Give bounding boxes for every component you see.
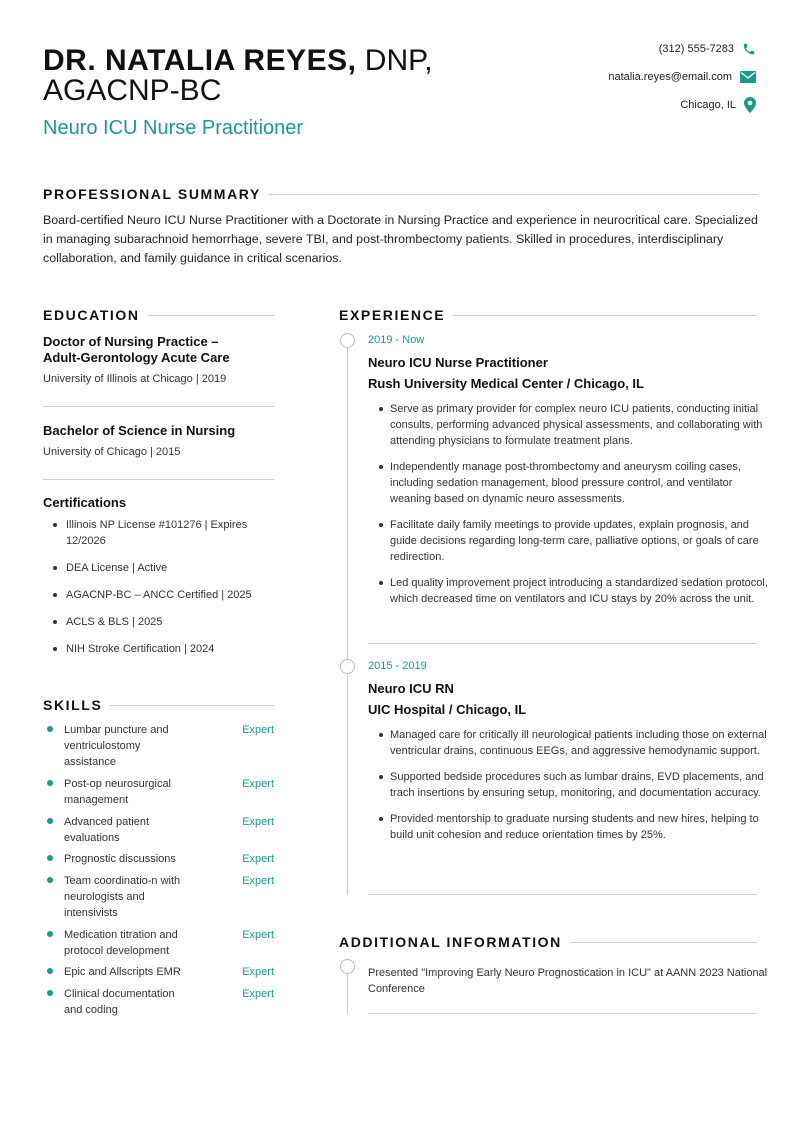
education-item — [43, 334, 274, 385]
skill-bullet — [47, 726, 53, 732]
skill-level: Expert — [242, 988, 274, 1000]
job-dates: 2019 - Now — [368, 334, 425, 346]
certifications-list — [43, 517, 263, 668]
phone-icon — [742, 42, 756, 56]
education-degree: Doctor of Nursing Practice – — [43, 334, 219, 349]
education-divider — [43, 479, 274, 480]
job-bullet: Led quality improvement project introducing a standardized sedation protocol, which decreased time on ventilators and ICU stays by 20% across the unit. — [368, 575, 768, 607]
job-bullet: Independently manage post-thrombectomy and aneurysm coiling cases, including sedation management, blood pressure control, and ventilator weaning based on dynamic neuro assessments. — [368, 459, 768, 507]
experience-heading-label: EXPERIENCE — [339, 307, 446, 323]
certification-item: AGACNP-BC – ANCC Certified | 2025 — [43, 587, 263, 603]
education-school: University of Illinois at Chicago | 2019 — [43, 373, 227, 385]
skill-bullet — [47, 990, 53, 996]
additional-heading — [339, 934, 757, 950]
skill-bullet — [47, 931, 53, 937]
skill-row — [43, 814, 274, 846]
email-text: natalia.reyes@email.com — [608, 71, 732, 83]
candidate-name — [43, 44, 433, 78]
skill-name: Medication titration and protocol development — [64, 929, 178, 957]
job-bullet: Managed care for critically ill neurological patients including those on external ventricular drains, continuous EEGs, and aggressive hemodynamic support. — [368, 727, 768, 759]
timeline-marker — [340, 959, 355, 974]
timeline-line — [347, 340, 348, 895]
skill-row — [43, 964, 274, 980]
job-title: Neuro ICU Nurse Practitioner — [43, 117, 304, 139]
skill-bullet — [47, 855, 53, 861]
additional-info-text: Presented "Improving Early Neuro Prognostication in ICU" at AANN 2023 National Conference — [368, 967, 768, 995]
summary-heading-label: PROFESSIONAL SUMMARY — [43, 186, 261, 202]
skills-heading — [43, 697, 274, 713]
skill-name: Lumbar puncture and ventriculostomy assistance — [64, 724, 169, 768]
job-bullet: Provided mentorship to graduate nursing students and new hires, helping to build unit cohesion and reduce orientation times by 25%. — [368, 811, 768, 843]
skills-heading-label: SKILLS — [43, 697, 103, 713]
job-divider — [368, 643, 757, 644]
job-dates: 2015 - 2019 — [368, 660, 427, 672]
phone-text: (312) 555-7283 — [658, 43, 734, 55]
timeline-marker — [340, 659, 355, 674]
skill-row — [43, 722, 274, 770]
certifications-title: Certifications — [43, 495, 127, 510]
education-item — [43, 423, 274, 458]
additional-heading-label: ADDITIONAL INFORMATION — [339, 934, 562, 950]
skills-heading-rule — [110, 705, 274, 706]
skill-bullet — [47, 780, 53, 786]
education-heading — [43, 307, 274, 323]
additional-heading-rule — [570, 942, 757, 943]
timeline-marker — [340, 333, 355, 348]
skill-level: Expert — [242, 816, 274, 828]
skill-row — [43, 851, 274, 867]
job-bullet: Facilitate daily family meetings to provide updates, explain prognosis, and guide decisions regarding long-term care, palliative options, or goals of care redirection. — [368, 517, 768, 565]
job-role: Neuro ICU RN — [368, 681, 454, 696]
job-organization: UIC Hospital / Chicago, IL — [368, 702, 527, 717]
job-bullet: Serve as primary provider for complex neuro ICU patients, conducting initial consults, performing advanced physical assessments, and collaborating with attending physicians to formulate treatment plans. — [368, 401, 768, 449]
name-text: DR. NATALIA REYES, — [43, 44, 357, 77]
envelope-icon — [740, 71, 756, 83]
skill-level: Expert — [242, 724, 274, 736]
degree-text: DNP, — [364, 44, 433, 77]
skill-row — [43, 776, 274, 808]
education-divider — [43, 406, 274, 407]
skill-name: Team coordinatio-n with neurologists and intensivists — [64, 875, 181, 919]
skill-level: Expert — [242, 853, 274, 865]
education-degree: Bachelor of Science in Nursing — [43, 423, 236, 438]
skill-name: Prognostic discussions — [64, 853, 176, 865]
skill-level: Expert — [242, 929, 274, 941]
experience-heading-rule — [453, 315, 757, 316]
skill-bullet — [47, 968, 53, 974]
experience-heading — [339, 307, 757, 323]
skill-level: Expert — [242, 966, 274, 978]
skill-level: Expert — [242, 778, 274, 790]
summary-heading-rule — [269, 194, 758, 195]
skill-row — [43, 873, 274, 921]
job-divider — [368, 894, 757, 895]
education-heading-label: EDUCATION — [43, 307, 140, 323]
contact-phone — [456, 40, 756, 58]
summary-heading — [43, 186, 758, 202]
contact-block — [456, 40, 756, 124]
skill-bullet — [47, 877, 53, 883]
skill-name: Epic and Allscripts EMR — [64, 966, 181, 978]
summary-text: Board-certified Neuro ICU Nurse Practitioner with a Doctorate in Nursing Practice and experience in neurocritical care. Specialized in managing subarachnoid hemorrhage, severe TBI, and post-thrombectomy patients. Skilled in procedures, interdisciplinary collaboration, and family guidance in critical scenarios. — [43, 213, 758, 265]
contact-email — [456, 68, 756, 86]
contact-location — [456, 96, 756, 114]
skill-level: Expert — [242, 875, 274, 887]
certification-item: Illinois NP License #101276 | Expires 12/2026 — [43, 517, 263, 549]
additional-divider — [368, 1013, 757, 1014]
skill-bullet — [47, 818, 53, 824]
certification-item: ACLS & BLS | 2025 — [43, 614, 263, 630]
skill-name: Post-op neurosurgical management — [64, 778, 172, 806]
job-bullets — [368, 727, 768, 853]
skill-row — [43, 927, 274, 959]
education-degree-line2: Adult-Gerontology Acute Care — [43, 350, 230, 365]
skill-name: Clinical documentation and coding — [64, 988, 175, 1016]
job-organization: Rush University Medical Center / Chicago, IL — [368, 376, 644, 391]
location-pin-icon — [744, 97, 756, 113]
skill-row — [43, 986, 274, 1018]
certification-text: AGACNP-BC — [43, 74, 222, 107]
certification-item: DEA License | Active — [43, 560, 263, 576]
location-text: Chicago, IL — [680, 99, 736, 111]
education-heading-rule — [148, 315, 274, 316]
certification-item: NIH Stroke Certification | 2024 — [43, 641, 263, 657]
skill-name: Advanced patient evaluations — [64, 816, 150, 844]
job-role: Neuro ICU Nurse Practitioner — [368, 355, 548, 370]
education-school: University of Chicago | 2015 — [43, 446, 181, 458]
job-bullets — [368, 401, 768, 617]
job-bullet: Supported bedside procedures such as lumbar drains, EVD placements, and trach insertions by ensuring setup, monitoring, and documentation accuracy. — [368, 769, 768, 801]
